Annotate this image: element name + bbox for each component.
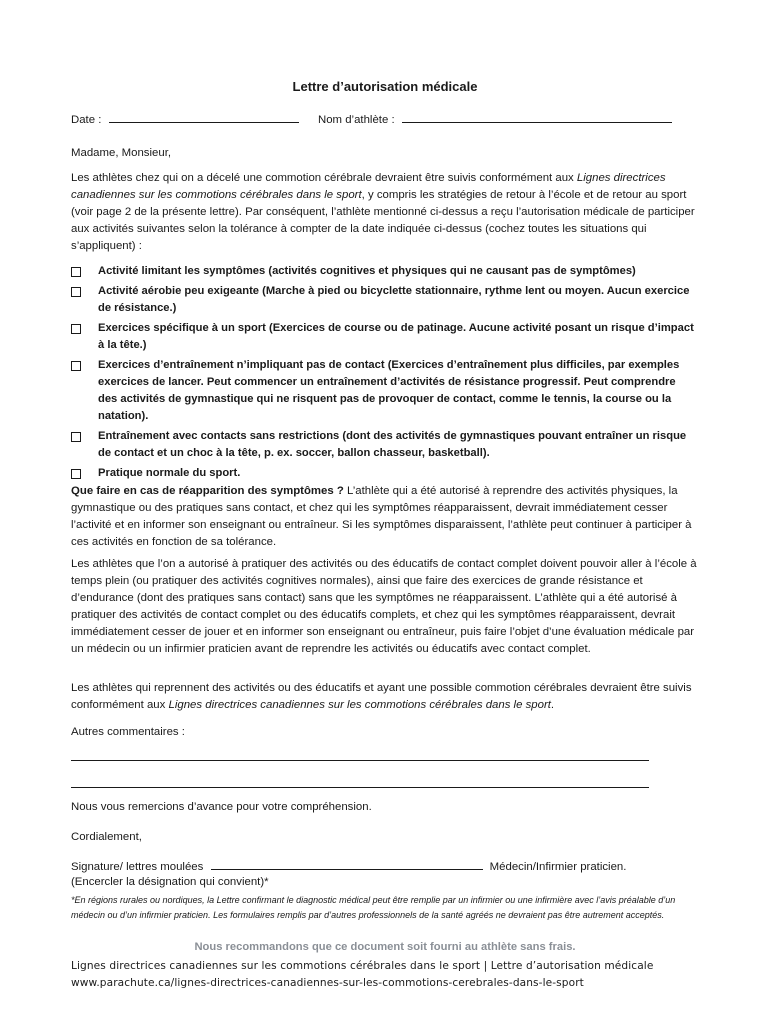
date-label: Date : [71,114,102,126]
date-field [71,110,299,129]
activity-checklist [71,263,697,485]
checklist-item [71,263,697,280]
resume-text-2: . [550,699,555,711]
athlete-name-label: Nom d’athlète : [318,114,395,126]
reappearance-text: L’athlète qui a été autorisé à reprendre des activités physiques, la gymnastique ou des pratiques sans contact, et chez qui les symptômes réapparaissent, devrait immédiatement cesser l’activité et en informer son enseignant ou entraîneur. Si les symptômes disparaissent, l’athlète peut continuer à participer à ces activités en fonction de sa tolérance. [71,485,692,548]
checklist-item-label: Exercices d’entraînement n’impliquant pas de contact (Exercices d’entraînement plus difficiles, par exemples exercices de lancer. Peut commencer un entraînement d’activités de résistance progressif. Peut comprendre des activités de gymnastique qui ne risquent pas de provoquer de contact, comme le tennis, la course ou la natation). [98,359,680,422]
intro-text-2: , y compris les stratégies de retour à l’école et de retour au sport (voir page 2 de la présente lettre). Par conséquent, l’athlète mentionné ci-dessus a reçu l’autorisation médicale de participer aux activités suivantes selon la tolérance à compter de la date indiquée ci-dessus (cochez toutes les situations qui s’appliquent) : [71,189,695,252]
signature-input-line[interactable] [211,857,483,870]
closing-text: Cordialement, [71,831,142,843]
athlete-name-field [318,110,672,129]
date-input-line[interactable] [109,110,299,123]
footer-title: Lignes directrices canadiennes sur les commotions cérébrales dans le sport | Lettre d’autorisation médicale [71,960,654,972]
comment-line[interactable] [71,760,649,761]
thanks-text: Nous vous remercions d’avance pour votre compréhension. [71,801,372,813]
intro-guidelines-title: Lignes directrices canadiennes sur les commotions cérébrales dans le sport [71,172,666,201]
checkbox[interactable] [71,361,81,371]
page-title: Lettre d’autorisation médicale [292,79,478,94]
footnote: *En régions rurales ou nordiques, la Lettre confirmant le diagnostic médical peut être remplie par un infirmier ou une infirmière avec l’avis préalable d’un médecin ou d’un infirmier praticien. Les formulaires remplis par d’autres professionnels de la santé agréés ne devraient pas être autrement acceptés. [71,895,676,920]
checklist-item-label: Pratique normale du sport. [98,467,241,479]
reappearance-question: Que faire en cas de réapparition des symptômes ? [71,485,344,497]
recommendation-text: Nous recommandons que ce document soit fourni au athlète sans frais. [194,941,576,953]
checklist-item-label: Entraînement avec contacts sans restrictions (dont des activités de gymnastiques pouvant entraîner un risque de contact et un choc à la tête, p. ex. soccer, ballon chasseur, basketball). [98,430,687,459]
resume-paragraph [71,680,697,714]
salutation: Madame, Monsieur, [71,147,172,159]
checkbox[interactable] [71,432,81,442]
checkbox[interactable] [71,287,81,297]
reappearance-paragraph [71,483,697,551]
intro-paragraph [71,170,697,255]
checklist-item [71,357,697,425]
checklist-item [71,465,697,482]
checkbox[interactable] [71,267,81,277]
intro-text-1: Les athlètes chez qui on a décelé une commotion cérébrale devraient être suivis conformément aux [71,172,577,184]
resume-text-1: Les athlètes qui reprennent des activités ou des éducatifs et ayant une possible commotion cérébrales devraient être suivis conformément aux [71,682,692,711]
comment-line[interactable] [71,787,649,788]
checklist-item [71,320,697,354]
footer-url[interactable]: www.parachute.ca/lignes-directrices-canadiennes-sur-les-commotions-cerebrales-dans-le-sport [71,977,584,989]
checkbox[interactable] [71,324,81,334]
checklist-item [71,283,697,317]
comments-label: Autres commentaires : [71,726,185,738]
resume-guidelines-title: Lignes directrices canadiennes sur les commotions cérébrales dans le sport [168,699,551,711]
signature-role: Médecin/Infirmier praticien. [489,861,627,873]
athlete-name-input-line[interactable] [402,110,672,123]
signature-note: (Encercler la désignation qui convient)* [71,876,269,888]
checklist-item [71,428,697,462]
checklist-item-label: Activité limitant les symptômes (activités cognitives et physiques qui ne causant pas de symptômes) [98,265,636,277]
signature-label: Signature/ lettres moulées [71,861,204,873]
checklist-item-label: Activité aérobie peu exigeante (Marche à pied ou bicyclette stationnaire, rythme lent ou moyen. Aucun exercice de résistance.) [98,285,690,314]
contact-paragraph: Les athlètes que l’on a autorisé à pratiquer des activités ou des éducatifs de contact complet doivent pouvoir aller à l’école à temps plein (ou pratiquer des activités cognitives normales), ainsi que faire des exercices de grande résistance et d’endurance (dont des pratiques sans contact) sans que les symptômes ne réapparaissent. L’athlète qui a été autorisé à pratiquer des activités de contact complet ou des éducatifs complets, et chez qui les symptômes réapparaissent, devrait immédiatement cesser de jouer et en informer son enseignant ou entraîneur, puis faire l’objet d’une évaluation médicale par un médecin ou un infirmier praticien avant de reprendre les activités ou éducatifs avec contact complet. [71,558,697,655]
checklist-item-label: Exercices spécifique à un sport (Exercices de course ou de patinage. Aucune activité posant un risque d’impact à la tête.) [98,322,694,351]
checkbox[interactable] [71,469,81,479]
